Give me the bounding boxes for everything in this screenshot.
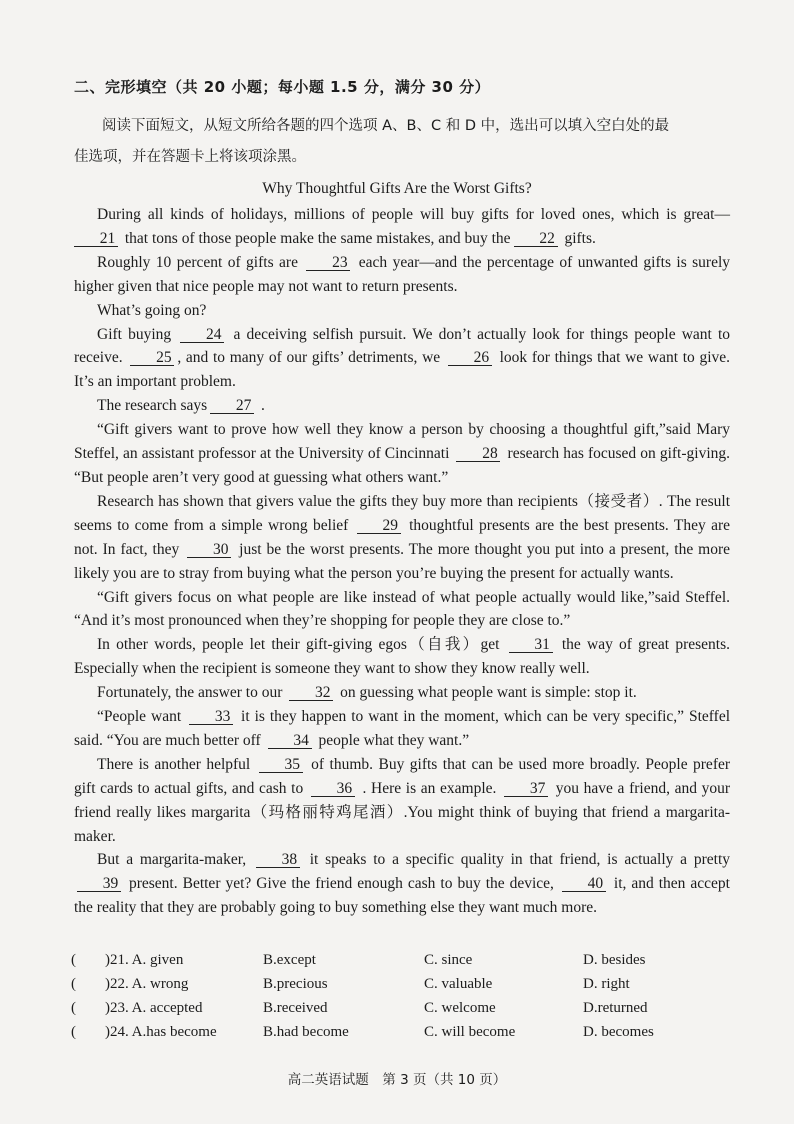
blank-33: 33 <box>189 709 233 725</box>
paragraph-5 <box>74 394 730 418</box>
blank-28: 28 <box>456 446 500 462</box>
answer-paren: ( <box>71 1000 76 1016</box>
paragraph-11 <box>74 705 730 753</box>
text: . <box>261 397 265 415</box>
paragraph-12 <box>74 753 730 849</box>
blank-26: 26 <box>448 350 492 366</box>
option-a: )22. A. wrong <box>105 976 189 992</box>
text: of thumb. Buy gifts that can be used more broadly. People prefer gift cards to actual gifts, and cash to <box>74 755 731 797</box>
blank-40: 40 <box>562 876 606 892</box>
text: each year—and the percentage of unwanted gifts is surely higher given that nice people may not want to return presents. <box>74 253 731 295</box>
paragraph-6 <box>74 418 730 490</box>
option-row-21 <box>71 952 751 976</box>
option-row-23 <box>71 1000 751 1024</box>
blank-30: 30 <box>187 542 231 558</box>
text: research has focused on gift-giving. “But people aren’t very good at guessing what others want.” <box>74 445 731 486</box>
answer-paren: ( <box>71 1024 76 1040</box>
text: The research says <box>97 397 208 415</box>
text: Roughly 10 percent of gifts are <box>97 253 298 271</box>
paragraph-9 <box>74 633 730 681</box>
blank-31: 31 <box>509 637 553 653</box>
text: present. Better yet? Give the friend enough cash to buy the device, <box>128 875 554 893</box>
text: Research has shown that givers value the gifts they buy more than recipients（接受者）. The result seems to come from a simple wrong belief <box>74 492 730 534</box>
text: . Here is an example. <box>362 779 497 797</box>
answer-paren: ( <box>71 976 76 992</box>
option-c: C. will become <box>424 1024 516 1040</box>
text: There is another helpful <box>97 755 251 773</box>
paragraph-3: What’s going on? <box>97 301 207 319</box>
text: on guessing what people want is simple: stop it. <box>340 684 637 702</box>
paragraph-10 <box>74 681 730 705</box>
option-row-24 <box>71 1024 751 1048</box>
blank-27: 27 <box>210 398 254 414</box>
blank-36: 36 <box>311 781 355 797</box>
section-heading: 二、完形填空（共 20 小题；每小题 1.5 分，满分 30 分） <box>74 78 491 96</box>
paragraph-13 <box>74 848 730 920</box>
option-b: B.received <box>263 1000 328 1016</box>
text: that tons of those people make the same mistakes, and buy the <box>124 229 511 247</box>
text: it is they happen to want in the moment, which can be very specific,” Steffel said. “You are much better off <box>74 708 731 749</box>
passage-body <box>74 203 730 920</box>
text: it speaks to a specific quality in that friend, is actually a pretty <box>309 851 730 869</box>
text: it, and then accept the reality that they are probably going to buy something else they want much more. <box>74 875 730 917</box>
option-c: C. since <box>424 952 473 968</box>
blank-34: 34 <box>268 733 312 749</box>
text: During all kinds of holidays, millions of people will buy gifts for loved ones, which is great— <box>97 206 730 223</box>
text: just be the worst presents. The more thought you put into a present, the more likely you are to stray from buying what the person you’re buying the present for actually wants. <box>74 540 730 582</box>
options-list <box>71 952 751 1048</box>
paragraph-4 <box>74 323 730 395</box>
paragraph-2 <box>74 251 730 299</box>
blank-23: 23 <box>306 255 350 271</box>
blank-38: 38 <box>256 852 300 868</box>
text: “People want <box>97 708 182 726</box>
text: , and to many of our gifts’ detriments, we <box>177 349 441 367</box>
text: gifts. <box>564 229 596 247</box>
blank-29: 29 <box>357 518 401 534</box>
instructions-line-1: 阅读下面短文，从短文所给各题的四个选项 A、B、C 和 D 中，选出可以填入空白处的最 <box>102 118 670 134</box>
instructions-line-2: 佳选项，并在答题卡上将该项涂黑。 <box>74 149 306 165</box>
paragraph-8: “Gift givers focus on what people are like instead of what people actually would like,”said Steffel. “And it’s most pronounced when they’re shopping for people they are close to.” <box>74 588 730 630</box>
option-c: C. valuable <box>424 976 493 992</box>
option-row-22 <box>71 976 751 1000</box>
text: But a margarita-maker, <box>97 851 247 869</box>
paragraph-7 <box>74 490 730 586</box>
text: “Gift givers want to prove how well they know a person by choosing a thoughtful gift,”said Mary Steffel, an assistant professor at the University of Cincinnati <box>74 421 730 463</box>
option-d: D. right <box>583 976 630 992</box>
blank-35: 35 <box>259 757 303 773</box>
passage-title: Why Thoughtful Gifts Are the Worst Gifts? <box>262 180 532 197</box>
answer-paren: ( <box>71 952 76 968</box>
blank-39: 39 <box>77 876 121 892</box>
option-a: )23. A. accepted <box>105 1000 203 1016</box>
option-d: D. besides <box>583 952 646 968</box>
text: In other words, people let their gift-giving egos（自我）get <box>97 636 500 654</box>
paragraph-1 <box>74 203 730 251</box>
blank-37: 37 <box>504 781 548 797</box>
blank-22: 22 <box>514 231 558 247</box>
option-d: D.returned <box>583 1000 648 1016</box>
text: Gift buying <box>97 325 172 343</box>
text: you have a friend, and your friend really likes margarita（玛格丽特鸡尾酒）.You might think of buying that friend a margarita-maker. <box>74 779 731 845</box>
blank-32: 32 <box>289 685 333 701</box>
blank-21: 21 <box>74 231 118 247</box>
blank-24: 24 <box>180 327 224 343</box>
option-c: C. welcome <box>424 1000 496 1016</box>
page-footer: 高二英语试题 第 3 页（共 10 页） <box>287 1072 507 1088</box>
option-a: )24. A.has become <box>105 1024 217 1040</box>
option-b: B.precious <box>263 976 328 992</box>
option-b: B.except <box>263 952 316 968</box>
option-d: D. becomes <box>583 1024 654 1040</box>
text: people what they want.” <box>318 731 470 749</box>
option-b: B.had become <box>263 1024 349 1040</box>
blank-25: 25 <box>130 350 174 366</box>
text: thoughtful presents are the best presents. They are not. In fact, they <box>74 516 731 558</box>
text: a deceiving selfish pursuit. We don’t actually look for things people want to receive. <box>74 325 731 367</box>
text: the way of great presents. Especially when the recipient is someone they want to show they know really well. <box>74 636 730 678</box>
option-a: )21. A. given <box>105 952 184 968</box>
text: Fortunately, the answer to our <box>97 684 283 702</box>
text: look for things that we want to give. It’s an important problem. <box>74 349 731 391</box>
